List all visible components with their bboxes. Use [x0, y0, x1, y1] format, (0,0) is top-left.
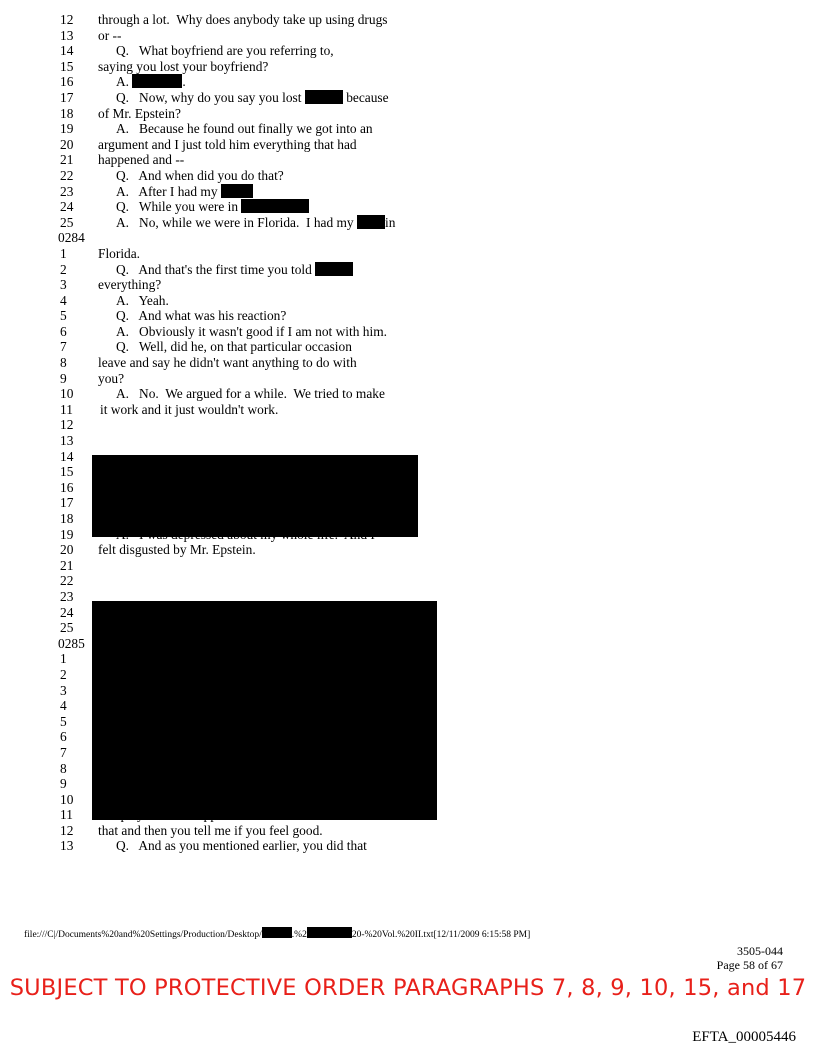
- redaction-block: [92, 601, 437, 820]
- line-text: [98, 838, 367, 854]
- line-number: 16: [60, 74, 74, 90]
- line-content: Florida.: [98, 245, 141, 261]
- line-number: 2: [60, 261, 67, 277]
- line-content: it work and it just wouldn't work.: [100, 401, 279, 417]
- line-number: 10: [60, 791, 74, 807]
- line-text: [98, 371, 124, 387]
- line-content: A. Yeah.: [116, 292, 169, 308]
- transcript-line: [0, 184, 816, 200]
- line-number: 9: [60, 776, 67, 792]
- transcript-line: [0, 90, 816, 106]
- line-text: [98, 402, 278, 418]
- line-text: [98, 262, 353, 278]
- line-number: 25: [60, 620, 74, 636]
- line-content: Q. And as you mentioned earlier, you did that: [116, 838, 367, 854]
- transcript-line: [0, 215, 816, 231]
- line-content: through a lot. Why does anybody take up using drugs: [98, 12, 388, 27]
- line-content: felt disgusted by Mr. Epstein.: [98, 542, 256, 558]
- line-number: 11: [60, 401, 73, 417]
- line-number: 20: [60, 542, 74, 558]
- line-text: [98, 12, 387, 28]
- line-number: 24: [60, 604, 74, 620]
- line-number: 14: [60, 43, 74, 59]
- line-number: 12: [60, 417, 74, 433]
- line-content: you?: [98, 370, 125, 386]
- redaction-mark: [132, 74, 182, 88]
- file-path-end: 20-%20Vol.%20II.txt[12/11/2009 6:15:58 PM]: [351, 930, 531, 940]
- page-number: 0285: [58, 635, 85, 651]
- line-number: 16: [60, 479, 74, 495]
- line-text: [98, 339, 352, 355]
- transcript-line: [0, 262, 816, 278]
- line-text: [98, 542, 256, 558]
- line-number: 17: [60, 495, 74, 511]
- transcript-line: [0, 573, 816, 589]
- transcript-line: [0, 838, 816, 854]
- line-text: [98, 355, 357, 371]
- line-text: [98, 308, 286, 324]
- line-text: [98, 74, 186, 90]
- line-number: 15: [60, 464, 74, 480]
- line-number: 8: [60, 355, 67, 371]
- line-number: 12: [60, 822, 74, 838]
- line-number: 3: [60, 277, 67, 293]
- line-text: [98, 43, 334, 59]
- line-content: saying you lost your boyfriend?: [98, 58, 269, 74]
- line-content: Q. And that's the first time you told: [116, 261, 312, 277]
- line-number: 22: [60, 167, 74, 183]
- line-number: 6: [60, 729, 67, 745]
- transcript-line: [0, 339, 816, 355]
- redaction-mark: [307, 927, 352, 938]
- line-content: Q. Well, did he, on that particular occasion: [116, 339, 352, 355]
- redaction-mark: [357, 215, 385, 229]
- transcript-line: [0, 823, 816, 839]
- line-text: [98, 324, 387, 340]
- line-number: 1: [60, 245, 67, 261]
- line-number: 8: [60, 760, 67, 776]
- line-content-after: .: [182, 74, 186, 90]
- transcript-line: [0, 121, 816, 137]
- line-content: Q. And what was his reaction?: [116, 308, 287, 324]
- transcript-line: [0, 402, 816, 418]
- document-reference: 3505-044: [737, 944, 783, 958]
- transcript-line: [0, 43, 816, 59]
- line-text: [98, 246, 140, 262]
- line-number: 10: [60, 386, 74, 402]
- line-number: 1: [60, 651, 67, 667]
- line-number: 19: [60, 121, 74, 137]
- line-number: 9: [60, 370, 67, 386]
- line-text: [98, 293, 169, 309]
- line-content: Q. While you were in: [116, 199, 239, 215]
- line-content-after: in: [385, 214, 396, 230]
- line-number: 13: [60, 838, 74, 854]
- redaction-mark: [221, 184, 253, 198]
- transcript-line: [0, 168, 816, 184]
- line-number: 13: [60, 27, 74, 43]
- line-number: 23: [60, 183, 74, 199]
- line-number: 25: [60, 214, 74, 230]
- line-number: 7: [60, 744, 67, 760]
- line-number: 3: [60, 682, 67, 698]
- line-number: 15: [60, 58, 74, 74]
- transcript-line: [0, 199, 816, 215]
- transcript-line: [0, 433, 816, 449]
- line-content: everything?: [98, 277, 162, 293]
- line-text: [98, 152, 184, 168]
- transcript-line: [0, 106, 816, 122]
- line-content: that and then you tell me if you feel good.: [98, 822, 323, 838]
- line-text: [98, 121, 373, 137]
- line-number: 11: [60, 807, 73, 823]
- transcript-line: [0, 230, 816, 246]
- line-number: 18: [60, 511, 74, 526]
- line-text: [98, 386, 385, 402]
- line-text: [98, 199, 309, 215]
- line-number: 21: [60, 557, 74, 573]
- line-number: 23: [60, 588, 74, 604]
- line-number: 22: [60, 573, 74, 589]
- page-counter: Page 58 of 67: [716, 958, 783, 972]
- redaction-mark: [241, 199, 309, 213]
- line-number: 24: [60, 199, 74, 215]
- line-number: 7: [60, 339, 67, 355]
- redaction-mark: [262, 927, 292, 938]
- line-text: [98, 168, 284, 184]
- transcript-line: [0, 542, 816, 558]
- line-content: argument and I just told him everything that had: [98, 136, 357, 152]
- line-number: 17: [60, 89, 74, 105]
- file-path-start: file:///C|/Documents%20and%20Settings/Production/Desktop/: [24, 930, 262, 940]
- line-text: [98, 137, 357, 153]
- line-number: 2: [60, 666, 67, 682]
- line-content: or --: [98, 27, 122, 43]
- protective-order-notice: SUBJECT TO PROTECTIVE ORDER PARAGRAPHS 7, 8, 9, 10, 15, and 17: [9, 975, 807, 1001]
- line-content: A. Obviously it wasn't good if I am not with him.: [116, 323, 387, 339]
- line-content: Q. Now, why do you say you lost: [116, 89, 302, 105]
- line-text: [98, 215, 395, 231]
- line-number: 6: [60, 323, 67, 339]
- transcript-line: [0, 152, 816, 168]
- line-content: leave and say he didn't want anything to do with: [98, 355, 357, 371]
- transcript-line: [0, 371, 816, 387]
- transcript-line: [0, 293, 816, 309]
- line-number: 14: [60, 448, 74, 464]
- file-path-footer: [24, 927, 530, 940]
- page-number: 0284: [58, 230, 85, 246]
- line-text: [98, 106, 181, 122]
- line-content: Q. What boyfriend are you referring to,: [116, 43, 334, 59]
- transcript-line: [0, 355, 816, 371]
- transcript-line: [0, 308, 816, 324]
- transcript-line: [0, 386, 816, 402]
- line-text: [98, 823, 323, 839]
- transcript-line: [0, 59, 816, 75]
- line-content: A. No, while we were in Florida. I had my: [116, 214, 354, 230]
- transcript-line: [0, 277, 816, 293]
- transcript-line: [0, 12, 816, 28]
- line-number: 13: [60, 433, 74, 449]
- line-number: 5: [60, 713, 67, 729]
- line-content: A. No. We argued for a while. We tried to make: [116, 386, 385, 402]
- line-number: 5: [60, 308, 67, 324]
- line-text: [98, 277, 161, 293]
- line-text: [98, 59, 268, 75]
- line-content: A.: [116, 74, 130, 90]
- redaction-mark: [315, 262, 353, 276]
- line-number: 21: [60, 152, 74, 168]
- bates-number: EFTA_00005446: [692, 1029, 796, 1045]
- line-content: A. After I had my: [116, 183, 218, 199]
- transcript-line: [0, 246, 816, 262]
- line-text: [98, 28, 121, 44]
- line-number: 4: [60, 698, 67, 714]
- line-number: 4: [60, 292, 67, 308]
- line-content-after: because: [342, 89, 389, 105]
- redaction-block: [92, 455, 418, 537]
- redaction-mark: [305, 90, 343, 104]
- transcript-line: [0, 74, 816, 90]
- line-number: 18: [60, 105, 74, 121]
- line-number: 19: [60, 526, 74, 542]
- line-content: happened and --: [98, 152, 185, 168]
- transcript-line: [0, 324, 816, 340]
- line-number: 12: [60, 12, 74, 27]
- transcript-line: [0, 558, 816, 574]
- line-text: [98, 90, 389, 106]
- line-content: Q. And when did you do that?: [116, 167, 284, 183]
- line-number: 20: [60, 136, 74, 152]
- transcript-line: [0, 417, 816, 433]
- line-content: of Mr. Epstein?: [98, 105, 181, 121]
- line-text: [98, 184, 253, 200]
- line-content: A. Because he found out finally we got into an: [116, 121, 373, 137]
- transcript-line: [0, 28, 816, 44]
- file-path-mid: .%2: [291, 930, 307, 940]
- transcript-line: [0, 137, 816, 153]
